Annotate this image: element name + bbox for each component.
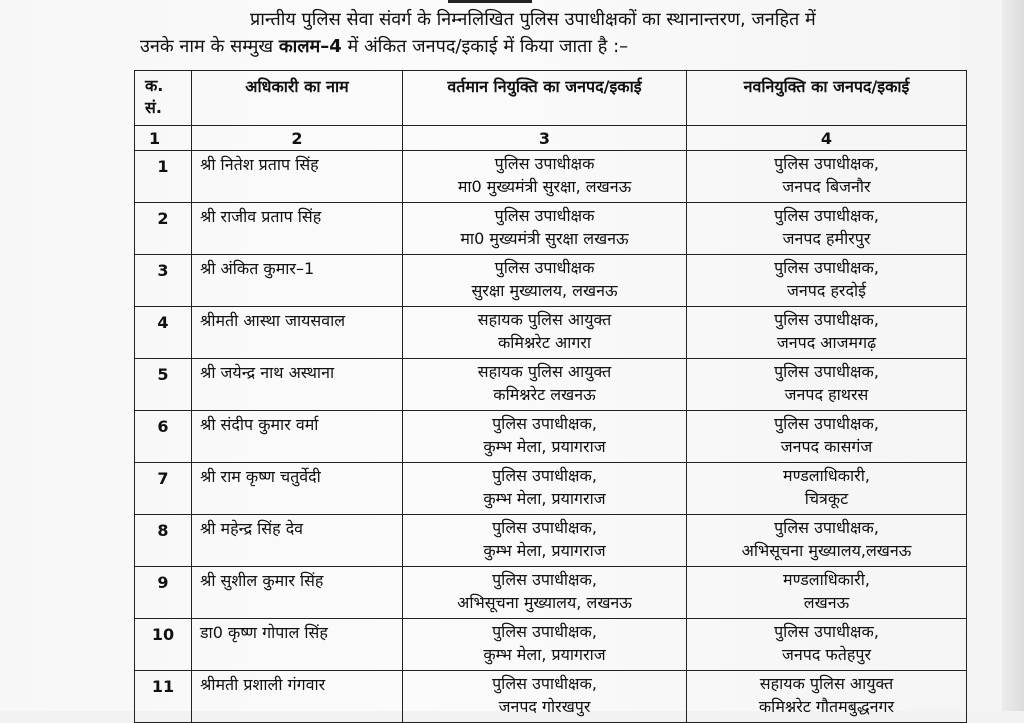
current-posting — [403, 463, 687, 515]
row-serial-number: 4 — [135, 307, 192, 359]
current-posting-designation: सहायक पुलिस आयुक्त — [477, 362, 612, 381]
new-posting-unit: चित्रकूट — [804, 489, 849, 508]
current-posting-unit: कुम्भ मेला, प्रयागराज — [483, 489, 606, 508]
officer-name: श्री सुशील कुमार सिंह — [192, 567, 403, 619]
current-posting-designation: पुलिस उपाधीक्षक, — [492, 518, 597, 537]
header-new-posting: नवनियुक्ति का जनपद/इकाई — [687, 71, 967, 126]
current-posting-designation: पुलिस उपाधीक्षक — [494, 258, 595, 277]
table-row — [135, 619, 967, 671]
new-posting-unit: जनपद बिजनौर — [782, 177, 871, 196]
new-posting-designation: पुलिस उपाधीक्षक, — [774, 258, 879, 277]
new-posting-unit: जनपद हमीरपुर — [782, 229, 871, 248]
table-row — [135, 359, 967, 411]
row-serial-number: 9 — [135, 567, 192, 619]
new-posting-unit: लखनऊ — [803, 593, 850, 612]
new-posting-unit: जनपद कासगंज — [780, 437, 873, 456]
current-posting — [403, 567, 687, 619]
officer-name: श्री नितेश प्रताप सिंह — [192, 151, 403, 203]
current-posting-unit: अभिसूचना मुख्यालय, लखनऊ — [457, 593, 632, 612]
row-serial-number: 7 — [135, 463, 192, 515]
current-posting — [403, 359, 687, 411]
current-posting-unit: कुम्भ मेला, प्रयागराज — [483, 541, 606, 560]
row-serial-number: 5 — [135, 359, 192, 411]
new-posting — [687, 619, 967, 671]
current-posting-designation: पुलिस उपाधीक्षक, — [492, 414, 597, 433]
column-number-row — [135, 126, 967, 151]
intro-column-reference: कालम–4 — [278, 36, 342, 57]
column-number-4: 4 — [687, 126, 967, 151]
intro-line-2-part-a: उनके नाम के सम्मुख — [140, 36, 279, 57]
current-posting-unit: कुम्भ मेला, प्रयागराज — [483, 645, 606, 664]
intro-line-2-part-c: में अंकित जनपद/इकाई में किया जाता है :– — [341, 36, 629, 57]
new-posting-designation: पुलिस उपाधीक्षक, — [774, 414, 879, 433]
new-posting — [687, 203, 967, 255]
current-posting-unit: कमिश्नरेट आगरा — [497, 333, 592, 352]
current-posting-unit: कमिश्नरेट लखनऊ — [493, 385, 596, 404]
row-serial-number: 8 — [135, 515, 192, 567]
row-serial-number: 1 — [135, 151, 192, 203]
current-posting-unit: मा0 मुख्यमंत्री सुरक्षा लखनऊ — [460, 229, 629, 248]
new-posting-designation: पुलिस उपाधीक्षक, — [774, 154, 879, 173]
new-posting-unit: कमिश्नरेट गौतमबुद्धनगर — [758, 697, 895, 716]
officer-name: श्री महेन्द्र सिंह देव — [192, 515, 403, 567]
current-posting-designation: पुलिस उपाधीक्षक — [494, 206, 595, 225]
new-posting-unit: जनपद आजमगढ़ — [776, 333, 877, 352]
current-posting — [403, 203, 687, 255]
new-posting-designation: पुलिस उपाधीक्षक, — [774, 518, 879, 537]
table-row — [135, 411, 967, 463]
intro-line-1: प्रान्तीय पुलिस सेवा संवर्ग के निम्नलिखित पुलिस उपाधीक्षकों का स्थानान्तरण, जनहित में — [250, 9, 816, 30]
row-serial-number: 6 — [135, 411, 192, 463]
new-posting-unit: जनपद हाथरस — [784, 385, 869, 404]
new-posting-designation: पुलिस उपाधीक्षक, — [774, 206, 879, 225]
current-posting — [403, 307, 687, 359]
officer-name: श्री जयेन्द्र नाथ अस्थाना — [192, 359, 403, 411]
current-posting-designation: सहायक पुलिस आयुक्त — [477, 310, 612, 329]
new-posting — [687, 255, 967, 307]
officer-name: श्रीमती आस्था जायसवाल — [192, 307, 403, 359]
officer-name: श्री संदीप कुमार वर्मा — [192, 411, 403, 463]
current-posting-unit: सुरक्षा मुख्यालय, लखनऊ — [471, 281, 618, 300]
row-serial-number: 11 — [135, 671, 192, 723]
header-serial — [135, 71, 192, 126]
current-posting-unit: जनपद गोरखपुर — [498, 697, 591, 716]
new-posting-designation: पुलिस उपाधीक्षक, — [774, 622, 879, 641]
new-posting-unit: जनपद फतेहपुर — [781, 645, 871, 664]
new-posting — [687, 307, 967, 359]
new-posting — [687, 151, 967, 203]
new-posting-designation: मण्डलाधिकारी, — [783, 466, 870, 485]
column-number-1: 1 — [135, 126, 192, 151]
current-posting — [403, 671, 687, 723]
current-posting — [403, 515, 687, 567]
officer-name: श्री राजीव प्रताप सिंह — [192, 203, 403, 255]
new-posting — [687, 359, 967, 411]
current-posting-unit: कुम्भ मेला, प्रयागराज — [483, 437, 606, 456]
row-serial-number: 3 — [135, 255, 192, 307]
new-posting — [687, 515, 967, 567]
table-row — [135, 203, 967, 255]
table-row — [135, 515, 967, 567]
new-posting — [687, 567, 967, 619]
officer-name: श्री राम कृष्ण चतुर्वेदी — [192, 463, 403, 515]
new-posting-unit: जनपद हरदोई — [787, 281, 866, 300]
new-posting-designation: पुलिस उपाधीक्षक, — [774, 362, 879, 381]
new-posting — [687, 411, 967, 463]
column-number-3: 3 — [403, 126, 687, 151]
current-posting — [403, 151, 687, 203]
header-serial-line-2: सं. — [145, 98, 162, 117]
officer-name: डा0 कृष्ण गोपाल सिंह — [192, 619, 403, 671]
row-serial-number: 2 — [135, 203, 192, 255]
table-row — [135, 307, 967, 359]
current-posting — [403, 411, 687, 463]
header-serial-line-1: क. — [145, 76, 164, 95]
new-posting — [687, 463, 967, 515]
transfer-table — [134, 70, 967, 723]
current-posting-designation: पुलिस उपाधीक्षक, — [492, 466, 597, 485]
row-serial-number: 10 — [135, 619, 192, 671]
table-row — [135, 671, 967, 723]
header-officer-name: अधिकारी का नाम — [192, 71, 403, 126]
current-posting-designation: पुलिस उपाधीक्षक — [494, 154, 595, 173]
table-header-row — [135, 71, 967, 126]
new-posting-designation: मण्डलाधिकारी, — [783, 570, 870, 589]
current-posting-designation: पुलिस उपाधीक्षक, — [492, 622, 597, 641]
table-row — [135, 463, 967, 515]
new-posting-designation: पुलिस उपाधीक्षक, — [774, 310, 879, 329]
page-edge-shadow — [1002, 0, 1024, 711]
column-number-2: 2 — [192, 126, 403, 151]
new-posting — [687, 671, 967, 723]
table-row — [135, 151, 967, 203]
current-posting-designation: पुलिस उपाधीक्षक, — [492, 674, 597, 693]
officer-name: श्रीमती प्रशाली गंगवार — [192, 671, 403, 723]
intro-paragraph — [140, 6, 962, 60]
header-current-posting: वर्तमान नियुक्ति का जनपद/इकाई — [403, 71, 687, 126]
header-underline — [448, 0, 532, 3]
table-row — [135, 255, 967, 307]
new-posting-designation: सहायक पुलिस आयुक्त — [759, 674, 894, 693]
current-posting — [403, 255, 687, 307]
intro-line-2 — [140, 33, 962, 60]
table-row — [135, 567, 967, 619]
officer-name: श्री अंकित कुमार–1 — [192, 255, 403, 307]
current-posting-unit: मा0 मुख्यमंत्री सुरक्षा, लखनऊ — [457, 177, 632, 196]
current-posting-designation: पुलिस उपाधीक्षक, — [492, 570, 597, 589]
current-posting — [403, 619, 687, 671]
new-posting-unit: अभिसूचना मुख्यालय,लखनऊ — [741, 541, 912, 560]
